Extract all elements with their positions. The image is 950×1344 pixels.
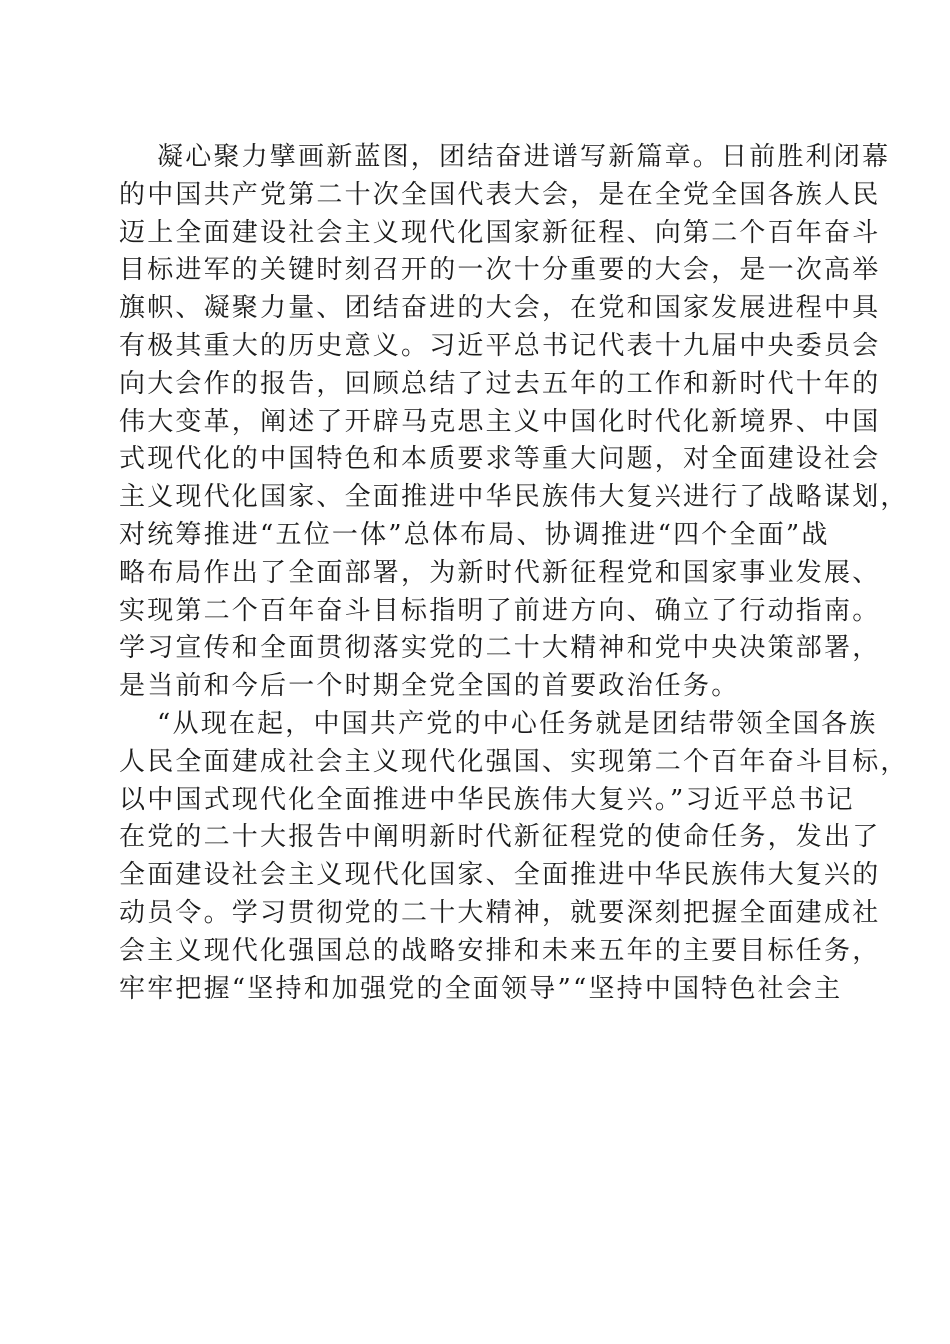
text-line: 对统筹推进“五位一体”总体布局、协调推进“四个全面”战 [119,519,830,550]
text-line: 略布局作出了全面部署，为新时代新征程党和国家事业发展、 [119,557,881,588]
text-line: 迈上全面建设社会主义现代化国家新征程、向第二个百年奋斗 [119,217,881,248]
text-line: 伟大变革，阐述了开辟马克思主义中国化时代化新境界、中国 [119,406,881,437]
text-line: “从现在起，中国共产党的中心任务就是团结带领全国各族 [157,708,878,739]
text-line: 有极其重大的历史意义。习近平总书记代表十九届中央委员会 [119,330,881,361]
text-line: 目标进军的关键时刻召开的一次十分重要的大会，是一次高举 [119,255,881,286]
document-body [119,139,909,1008]
text-line: 学习宣传和全面贯彻落实党的二十大精神和党中央决策部署， [119,633,881,664]
text-line: 在党的二十大报告中阐明新时代新征程党的使命任务，发出了 [119,822,881,853]
text-line: 向大会作的报告，回顾总结了过去五年的工作和新时代十年的 [119,368,881,399]
paragraph-1 [119,139,909,706]
text-line: 是当前和今后一个时期全党全国的首要政治任务。 [119,671,740,702]
text-line: 人民全面建成社会主义现代化强国、实现第二个百年奋斗目标， [119,746,909,777]
text-line: 全面建设社会主义现代化国家、全面推进中华民族伟大复兴的 [119,860,881,891]
text-line: 旗帜、凝聚力量、团结奋进的大会，在党和国家发展进程中具 [119,293,881,324]
text-line: 会主义现代化强国总的战略安排和未来五年的主要目标任务， [119,935,881,966]
text-line: 实现第二个百年奋斗目标指明了前进方向、确立了行动指南。 [119,595,881,626]
paragraph-2 [119,706,909,1008]
text-line: 牢牢把握“坚持和加强党的全面领导”“坚持中国特色社会主 [119,973,843,1004]
text-line: 凝心聚力擘画新蓝图，团结奋进谱写新篇章。日前胜利闭幕 [157,142,891,172]
text-line: 式现代化的中国特色和本质要求等重大问题，对全面建设社会 [119,444,881,475]
text-line: 以中国式现代化全面推进中华民族伟大复兴。”习近平总书记 [119,784,855,815]
text-line: 动员令。学习贯彻党的二十大精神，就要深刻把握全面建成社 [119,897,881,928]
text-line: 主义现代化国家、全面推进中华民族伟大复兴进行了战略谋划， [119,482,909,513]
text-line: 的中国共产党第二十次全国代表大会，是在全党全国各族人民 [119,179,881,210]
